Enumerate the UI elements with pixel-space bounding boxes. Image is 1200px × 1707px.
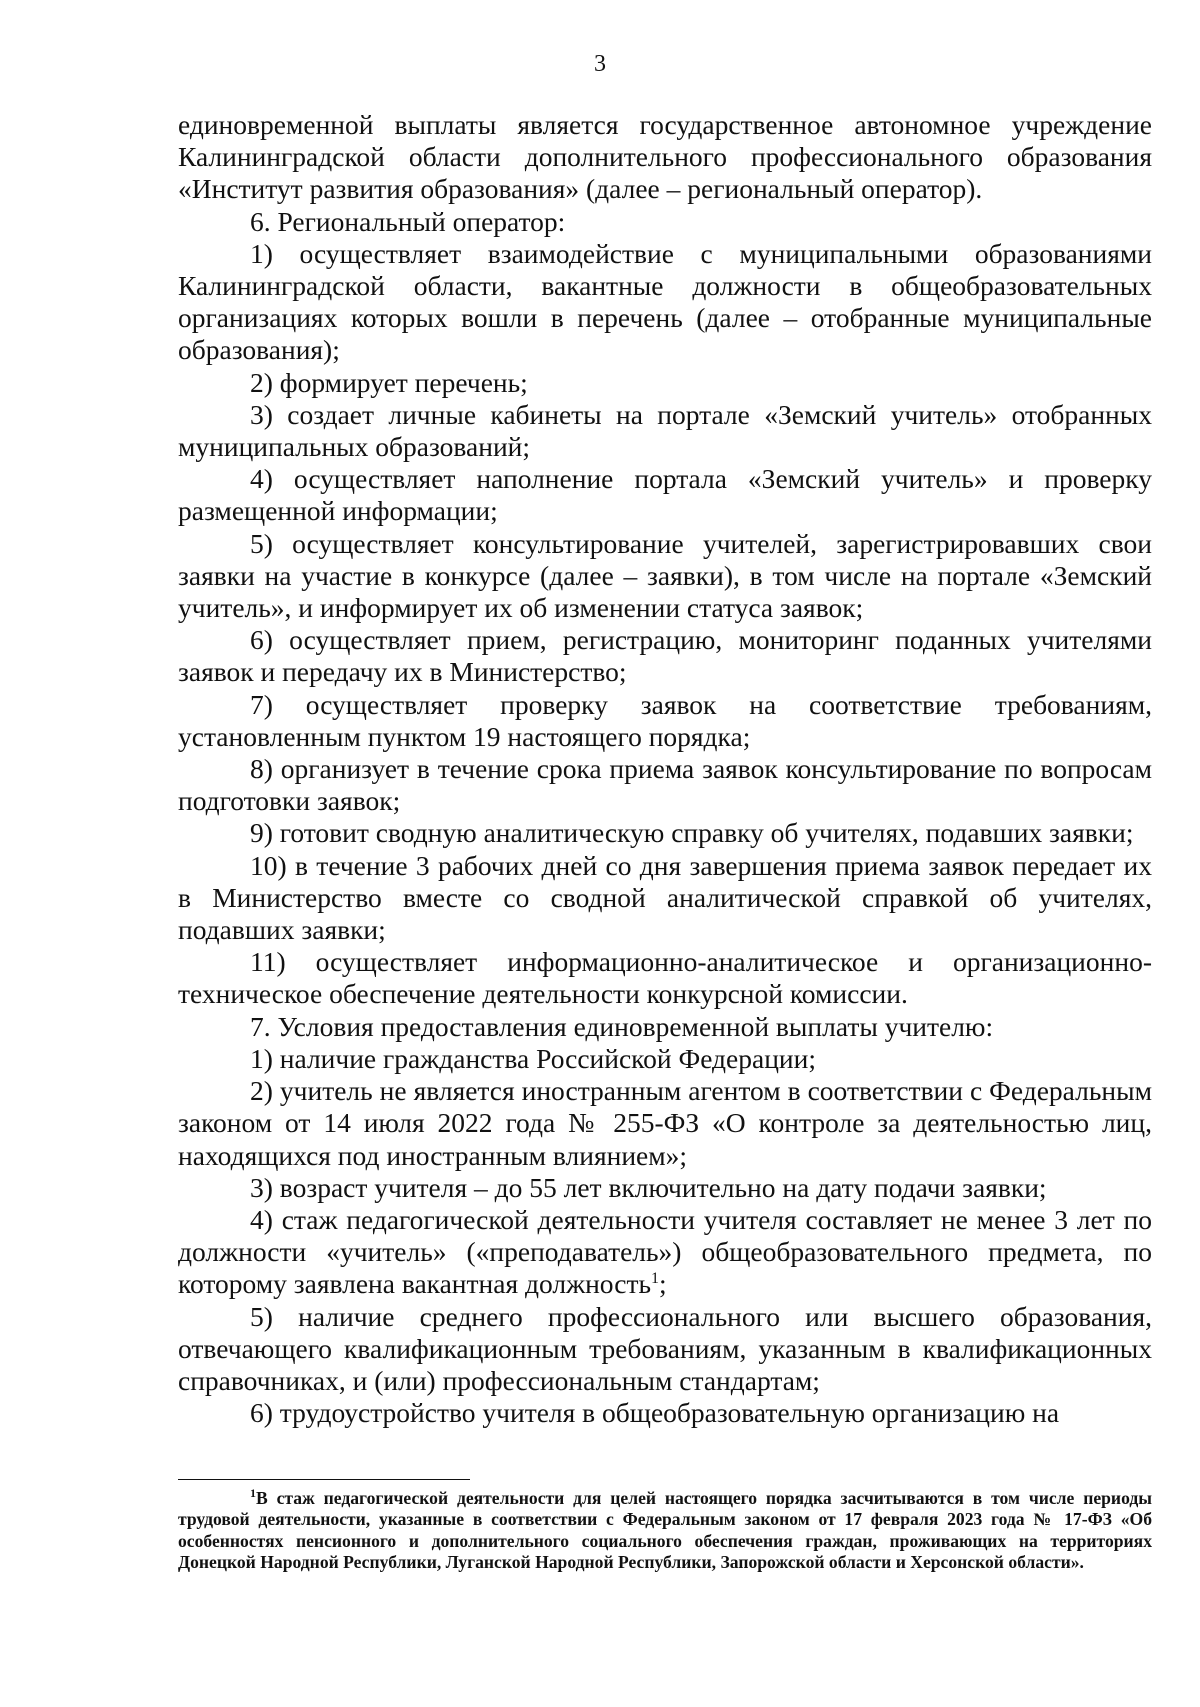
list-item: 3) создает личные кабинеты на портале «Земский учитель» отобранных муниципальных образований;: [178, 398, 1152, 463]
list-item: [178, 1204, 1152, 1301]
paragraph: 6. Региональный оператор:: [250, 205, 566, 237]
footnote-body: В стаж педагогической деятельности для целей настоящего порядка засчитываются в том числе периоды трудовой деятельности, указанные в соответствии с Федеральным законом от 17 февраля 2023 года № 17-ФЗ «Об особенностях пенсионного и дополнительного социального обеспечения граждан, проживающих на территориях Донецкой Народной Республики, Луганской Народной Республики, Запорожской области и Херсонской области».: [178, 1488, 1152, 1573]
list-item: 5) осуществляет консультирование учителей, зарегистрировавших свои заявки на участие в конкурсе (далее – заявки), в том числе на портале «Земский учитель», и информирует их об изменении статуса заявок;: [178, 527, 1152, 624]
list-item: 6) трудоустройство учителя в общеобразовательную организацию на: [250, 1397, 1060, 1429]
paragraph: единовременной выплаты является государственное автономное учреждение Калининградской области дополнительного профессионального образования «Институт развития образования» (далее – региональный оператор).: [178, 109, 1152, 205]
list-item-tail: ;: [659, 1268, 667, 1300]
footnote-divider: [178, 1479, 470, 1480]
footnote-reference[interactable]: 1: [651, 1270, 660, 1288]
list-item: 11) осуществляет информационно-аналитическое и организационно-техническое обеспечение деятельности конкурсной комиссии.: [178, 946, 1152, 1010]
footnote: [178, 1488, 1152, 1574]
list-item: 2) формирует перечень;: [250, 366, 528, 398]
list-item: 6) осуществляет прием, регистрацию, мониторинг поданных учителями заявок и передачу их в Министерство;: [178, 624, 1152, 688]
list-item: 1) наличие гражданства Российской Федерации;: [250, 1042, 817, 1074]
list-item: 7) осуществляет проверку заявок на соответствие требованиям, установленным пунктом 19 настоящего порядка;: [178, 688, 1152, 752]
list-item-text: 4) стаж педагогической деятельности учителя составляет не менее 3 лет по должности «учитель» («преподаватель») общеобразовательного предмета, по которому заявлена вакантная должность: [178, 1203, 1152, 1300]
footnote-marker: 1: [250, 1486, 256, 1500]
list-item: 10) в течение 3 рабочих дней со дня завершения приема заявок передает их в Министерство вместе со сводной аналитической справкой об учителях, подавших заявки;: [178, 849, 1152, 946]
body-text: [178, 109, 1152, 1429]
list-item: 3) возраст учителя – до 55 лет включительно на дату подачи заявки;: [250, 1171, 1047, 1203]
list-item: 5) наличие среднего профессионального или высшего образования, отвечающего квалификационным требованиям, указанным в квалификационных справочниках, и (или) профессиональным стандартам;: [178, 1300, 1152, 1396]
list-item: 2) учитель не является иностранным агентом в соответствии с Федеральным законом от 14 июля 2022 года № 255-ФЗ «О контроле за деятельностью лиц, находящихся под иностранным влиянием»;: [178, 1075, 1152, 1171]
paragraph: 7. Условия предоставления единовременной выплаты учителю:: [250, 1010, 994, 1042]
page-number: 3: [594, 51, 606, 77]
list-item: 8) организует в течение срока приема заявок консультирование по вопросам подготовки заявок;: [178, 753, 1152, 817]
list-item: 9) готовит сводную аналитическую справку об учителях, подавших заявки;: [250, 817, 1134, 849]
list-item: 1) осуществляет взаимодействие с муниципальными образованиями Калининградской области, вакантные должности в общеобразовательных организациях которых вошли в перечень (далее – отобранные муниципальные образования);: [178, 237, 1152, 366]
list-item: 4) осуществляет наполнение портала «Земский учитель» и проверку размещенной информации;: [178, 463, 1152, 527]
footnote-text: [178, 1488, 1152, 1574]
